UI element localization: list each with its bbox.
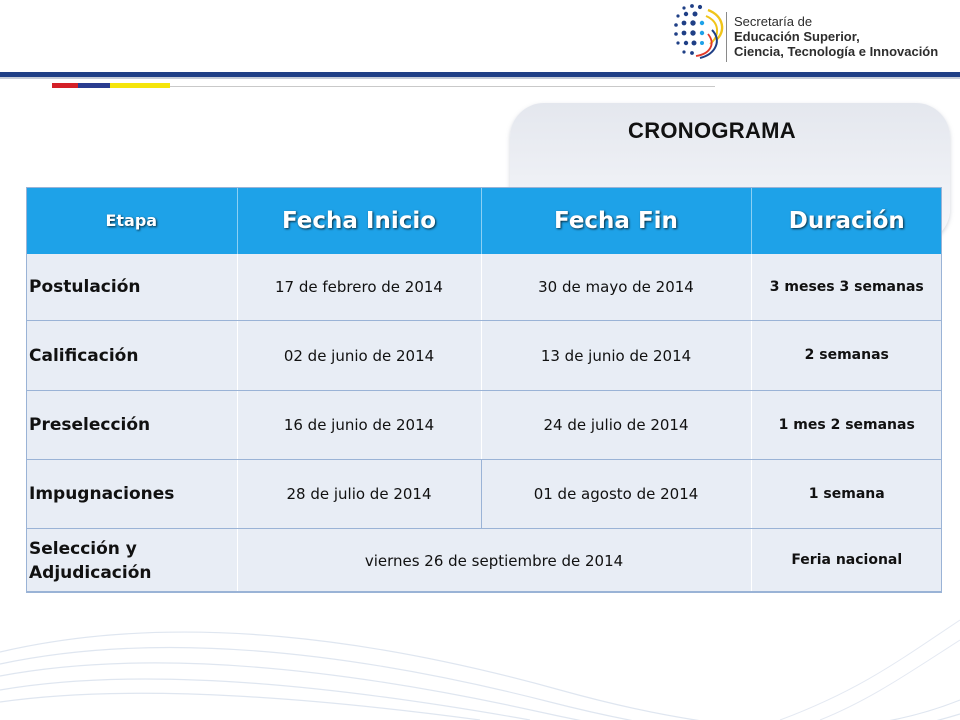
dotted-globe-logo-icon — [672, 2, 732, 64]
table-header-row — [26, 187, 942, 254]
table-row — [26, 529, 942, 593]
stage-cell: Selección y Adjudicación — [26, 529, 237, 593]
stage-cell: Postulación — [26, 254, 237, 321]
duration-cell: 2 semanas — [751, 321, 942, 391]
flag-stripe-blue — [78, 83, 110, 88]
column-header-stage: Etapa — [26, 187, 237, 254]
header-rule — [170, 86, 715, 87]
end-date-cell: 24 de julio de 2014 — [481, 391, 751, 460]
table-row — [26, 391, 942, 460]
column-header-end-date: Fecha Fin — [481, 187, 751, 254]
schedule-table — [26, 187, 942, 593]
start-date-cell: 02 de junio de 2014 — [237, 321, 481, 391]
end-date-cell: 13 de junio de 2014 — [481, 321, 751, 391]
stage-cell: Preselección — [26, 391, 237, 460]
date-cell-merged: viernes 26 de septiembre de 2014 — [237, 529, 751, 593]
duration-cell: 1 semana — [751, 460, 942, 529]
duration-cell: 1 mes 2 semanas — [751, 391, 942, 460]
organization-name-line-1: Secretaría de — [734, 14, 813, 29]
logo-divider — [726, 12, 727, 62]
organization-name — [734, 14, 938, 59]
end-date-cell: 01 de agosto de 2014 — [481, 460, 751, 529]
start-date-cell: 16 de junio de 2014 — [237, 391, 481, 460]
table-row — [26, 321, 942, 391]
duration-cell: Feria nacional — [751, 529, 942, 593]
flag-stripe-yellow — [110, 83, 170, 88]
duration-cell: 3 meses 3 semanas — [751, 254, 942, 321]
column-header-start-date: Fecha Inicio — [237, 187, 481, 254]
table-row — [26, 254, 942, 321]
flag-stripe-red — [52, 83, 78, 88]
table-row — [26, 460, 942, 529]
start-date-cell: 28 de julio de 2014 — [237, 460, 481, 529]
stage-cell: Calificación — [26, 321, 237, 391]
stage-cell: Impugnaciones — [26, 460, 237, 529]
organization-name-line-3: Ciencia, Tecnología e Innovación — [734, 44, 939, 59]
section-title: CRONOGRAMA — [628, 118, 796, 143]
column-header-duration: Duración — [751, 187, 942, 254]
header-bar-shadow — [0, 77, 960, 79]
end-date-cell: 30 de mayo de 2014 — [481, 254, 751, 321]
start-date-cell: 17 de febrero de 2014 — [237, 254, 481, 321]
organization-name-line-2: Educación Superior, — [734, 29, 860, 44]
